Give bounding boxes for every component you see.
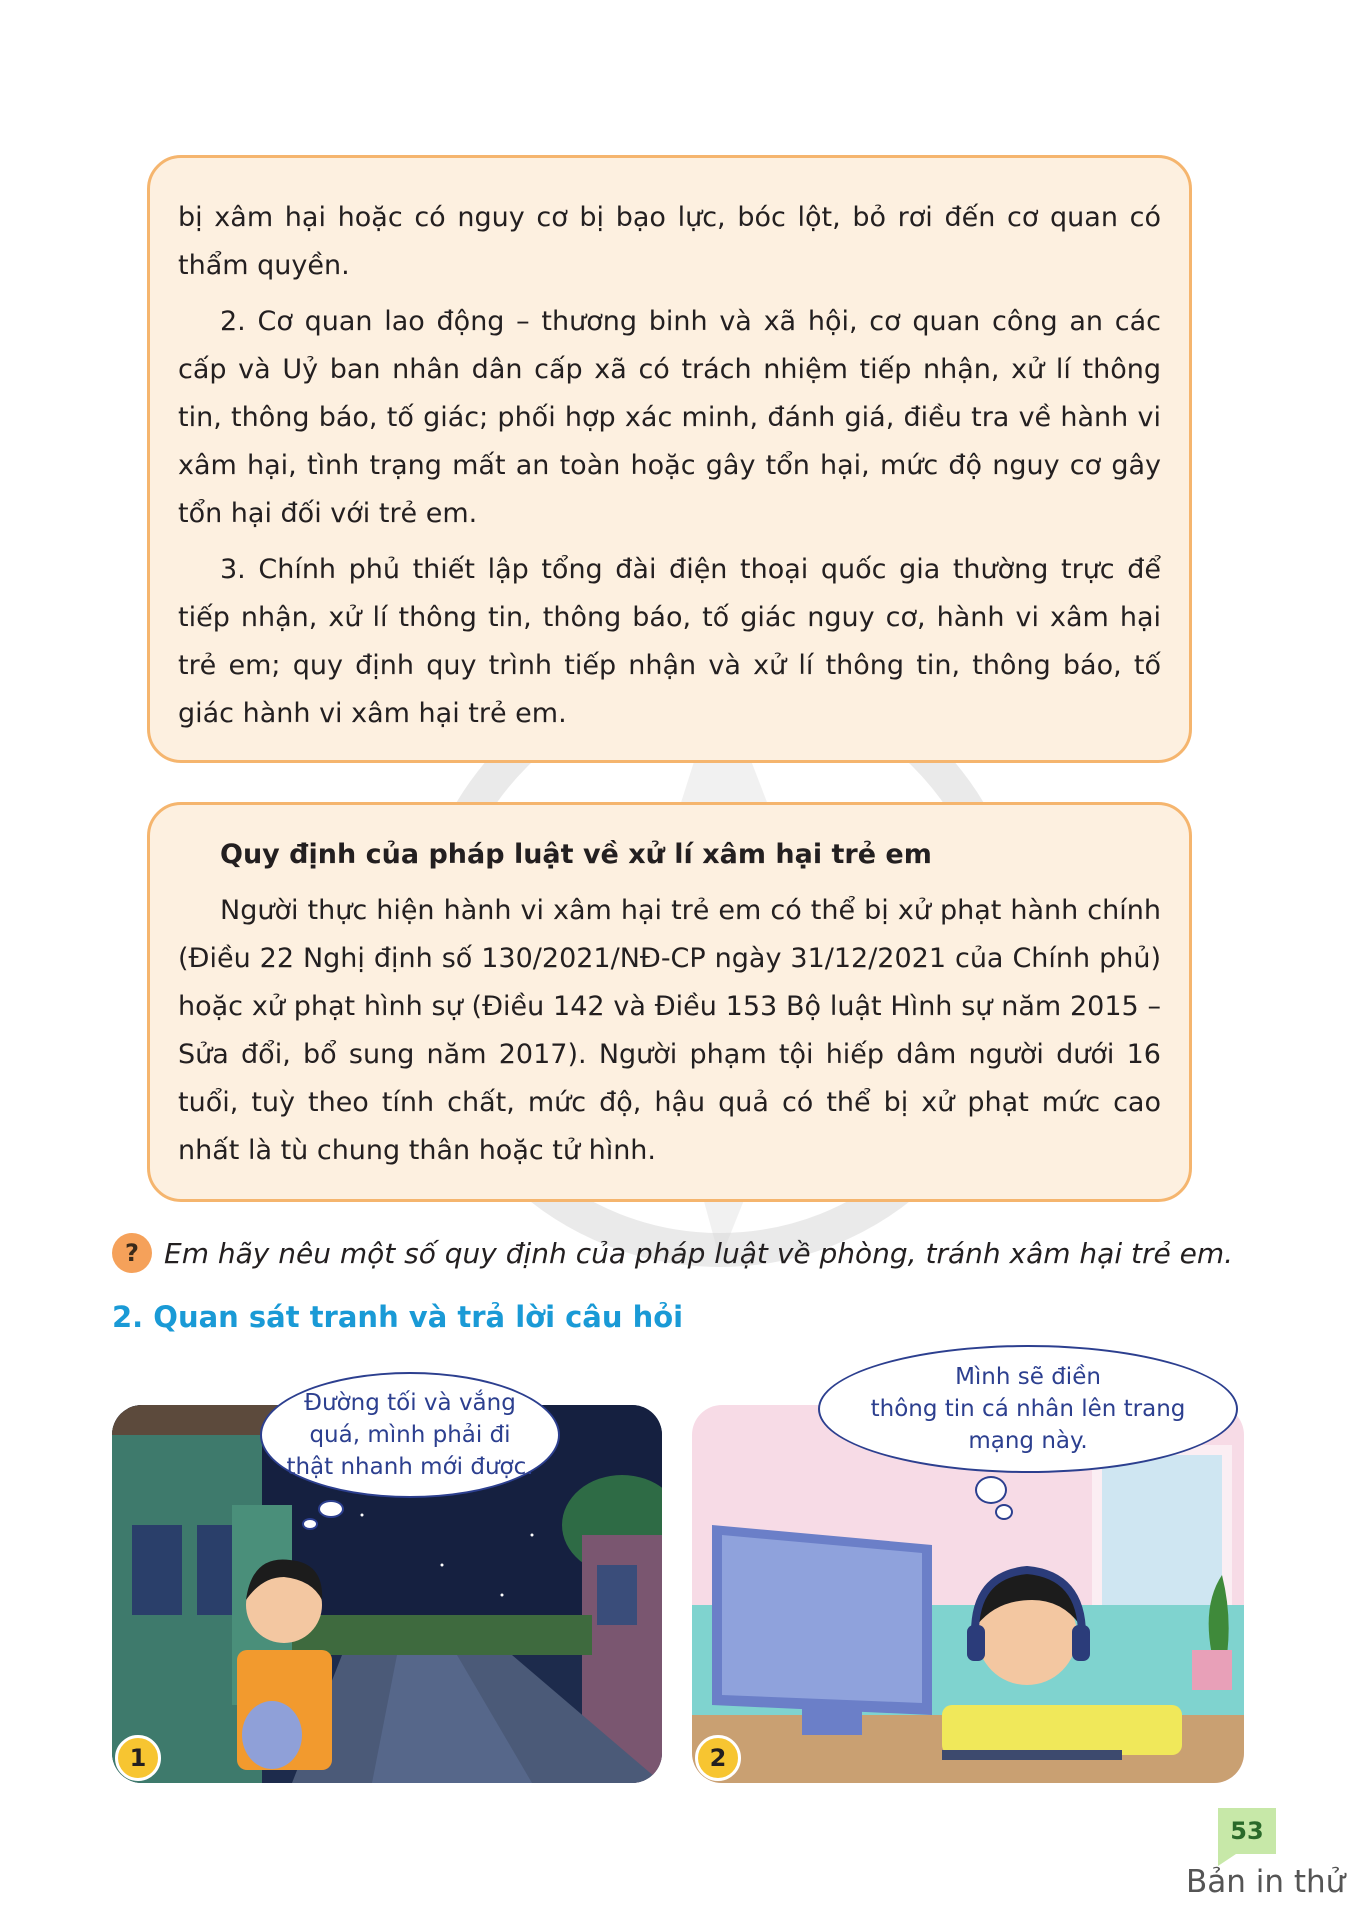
bubble-2-line-2: thông tin cá nhân lên trang: [870, 1396, 1186, 1422]
bubble-2-tail-dot: [975, 1476, 1007, 1504]
page-number: 53: [1218, 1808, 1276, 1854]
question-text: Em hãy nêu một số quy định của pháp luật về phòng, tránh xâm hại trẻ em.: [164, 1236, 1234, 1270]
bubble-2-line-1: Mình sẽ điền: [955, 1364, 1101, 1390]
panel-1-number-badge: 1: [115, 1735, 161, 1781]
bubble-1-line-1: Đường tối và vắng: [304, 1390, 516, 1416]
bubble-2-tail-dot-small: [995, 1504, 1013, 1520]
bubble-1-tail-dot: [318, 1500, 344, 1518]
info-box-2: [147, 802, 1192, 1202]
question-row: [112, 1230, 1233, 1276]
bubble-1-line-3: thật nhanh mới được.: [286, 1454, 534, 1480]
box2-title: Quy định của pháp luật về xử lí xâm hại trẻ em: [220, 839, 932, 870]
box2-body: Người thực hiện hành vi xâm hại trẻ em có thể bị xử phạt hành chính (Điều 22 Nghị định số 130/2021/NĐ-CP ngày 31/12/2021 của Chính phủ) hoặc xử phạt hình sự (Điều 142 và Điều 153 Bộ luật Hình sự năm 2015 – Sửa đổi, bổ sung năm 2017). Người phạm tội hiếp dâm người dưới 16 tuổi, tuỳ theo tính chất, mức độ, hậu quả có thể bị xử phạt mức cao nhất là tù chung thân hoặc tử hình.: [178, 895, 1161, 1166]
question-icon: ?: [112, 1233, 152, 1273]
speech-bubble-2: [818, 1345, 1238, 1473]
box1-paragraph-1: bị xâm hại hoặc có nguy cơ bị bạo lực, bóc lột, bỏ rơi đến cơ quan có thẩm quyền.: [178, 202, 1161, 281]
bubble-2-line-3: mạng này.: [968, 1428, 1088, 1454]
bubble-1-tail-dot-small: [302, 1518, 318, 1530]
section-title: 2. Quan sát tranh và trả lời câu hỏi: [112, 1300, 684, 1334]
panel-2-number-badge: 2: [695, 1735, 741, 1781]
bubble-1-line-2: quá, mình phải đi: [309, 1422, 511, 1448]
box1-paragraph-2: 2. Cơ quan lao động – thương binh và xã hội, cơ quan công an các cấp và Uỷ ban nhân dân cấp xã có trách nhiệm tiếp nhận, xử lí thông tin, thông báo, tố giác; phối hợp xác minh, đánh giá, điều tra về hành vi xâm hại, tình trạng mất an toàn hoặc gây tổn hại, mức độ nguy cơ gây tổn hại đối với trẻ em.: [178, 306, 1161, 529]
print-label: Bản in thử: [1186, 1864, 1346, 1900]
speech-bubble-1: [260, 1372, 560, 1498]
info-box-1: [147, 155, 1192, 763]
box1-paragraph-3: 3. Chính phủ thiết lập tổng đài điện thoại quốc gia thường trực để tiếp nhận, xử lí thông tin, thông báo, tố giác nguy cơ, hành vi xâm hại trẻ em; quy định quy trình tiếp nhận và xử lí thông tin, thông báo, tố giác hành vi xâm hại trẻ em.: [178, 554, 1161, 729]
